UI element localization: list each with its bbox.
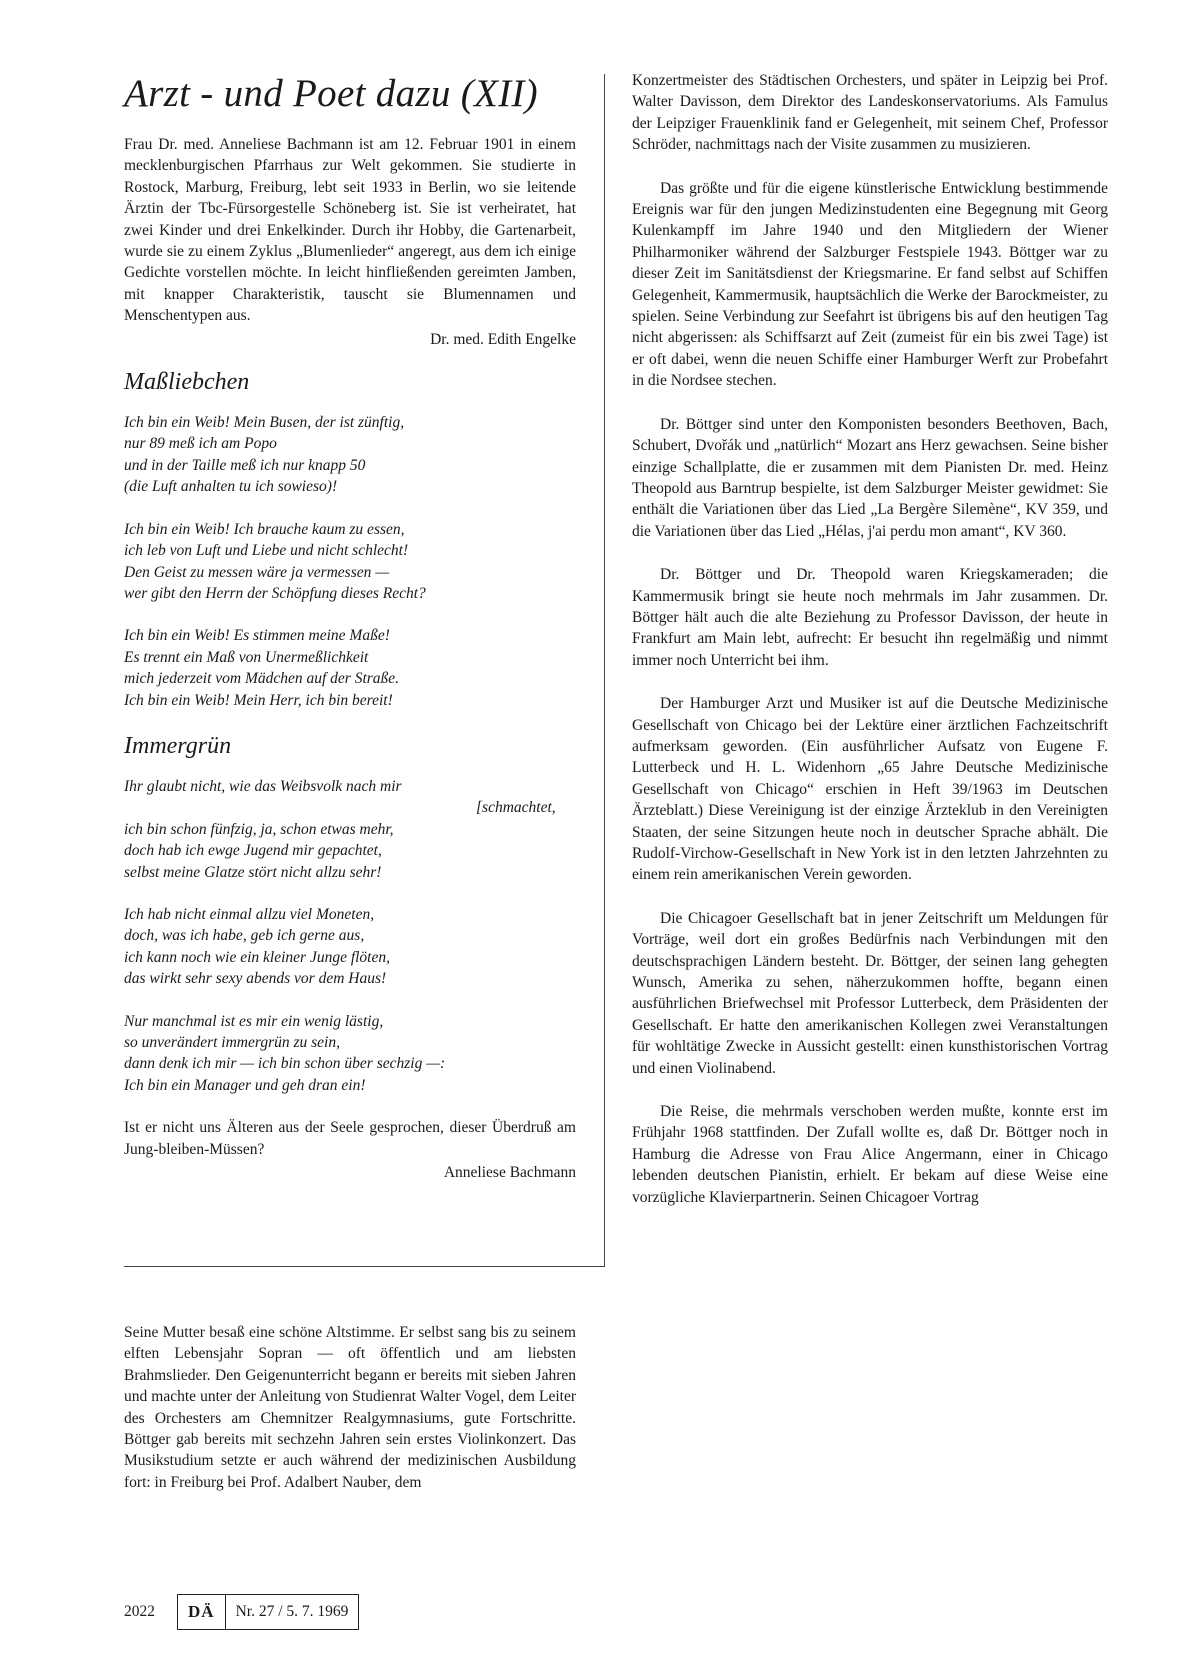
poem-line: Den Geist zu messen wäre ja vermessen — [124,563,390,581]
body-paragraph: Das größte und für die eigene künstlerische Entwicklung bestimmende Ereignis war für den jungen Medizinstudenten eine Begegnung mit Georg Kulenkampff im Jahre 1940 und den Mitgliedern der Wiener Philharmoniker während der Salzburger Festspiele 1943. Böttger war zu dieser Zeit im Sanitätsdienst der Kriegsmarine. Er fand selbst auf Schiffen Gelegenheit, Kammermusik, hauptsächlich die Werke der Barockmeister, zu spielen. Seine Verbindung zur Seefahrt ist übrigens bis auf den heutigen Tag nicht abgerissen: als Schiffsarzt auf Zeit (zumeist für ein bis zwei Tage) ist er oft dabei, wenn die neuen Schiffe einer Hamburger Werft zur Probefahrt in die Nordsee stechen. [632,179,1108,390]
poem-line: selbst meine Glatze stört nicht allzu sehr! [124,863,382,881]
poem-line: Ich hab nicht einmal allzu viel Moneten, [124,905,375,923]
issue-citation: Nr. 27 / 5. 7. 1969 [235,1603,349,1620]
poem-line: Ihr glaubt nicht, wie das Weibsvolk nach mir [124,777,402,795]
poem-line: ich bin schon fünfzig, ja, schon etwas mehr, [124,820,394,838]
section-divider [124,1266,605,1267]
poem-line-continuation: [schmachtet, [476,799,556,817]
poem-line: nur 89 meß ich am Popo [124,435,277,453]
poem-stanza [124,625,576,711]
journal-logo: DÄ [178,1595,226,1629]
body-paragraph: Der Hamburger Arzt und Musiker ist auf die Deutsche Medizinische Gesellschaft von Chicago bei der Lektüre einer ärztlichen Fachzeitschrift aufmerksam geworden. (Ein ausführlicher Aufsatz von Eugene F. Lutterbeck und H. L. Widenhorn „65 Jahre Deutsche Medizinische Gesellschaft von Chicago“ erschien in Heft 39/1963 im Deutschen Ärzteblatt.) Diese Vereinigung ist der einzige Ärzteklub in den Vereinigten Staaten, der seine Sitzungen heute noch in deutscher Sprache abhält. Die Rudolf-Virchow-Gesellschaft in New York ist in den letzten Jahrzehnten zu einem rein amerikanischen Verein geworden. [632,695,1108,884]
column-divider [604,74,605,1266]
page-footer [124,1594,359,1630]
poem-line: so unverändert immergrün zu sein, [124,1034,340,1051]
page-number: 2022 [124,1603,155,1620]
article-intro: Frau Dr. med. Anneliese Bachmann ist am 12. Februar 1901 in einem mecklenburgischen Pfarrhaus zur Welt gekommen. Sie studierte in Rostock, Marburg, Freiburg, lebt seit 1933 in Berlin, wo sie leitende Ärztin der Tbc-Fürsorgestelle Schöneberg ist. Sie ist verheiratet, hat zwei Kinder und drei Enkelkinder. Durch ihr Hobby, die Gartenarbeit, wurde sie zu einem Zyklus „Blumenlieder“ angeregt, aus dem ich einige Gedichte vorstellen möchte. In leicht hinfließenden gereimten Jamben, mit knapper Charakteristik, tauscht sie Blumennamen und Menschentypen aus. [124,136,576,325]
body-paragraph: Die Reise, die mehrmals verschoben werden mußte, konnte erst im Frühjahr 1968 stattfinden. Der Zufall wollte es, daß Dr. Böttger noch in Hamburg die Adresse von Frau Alice Angermann, einer in Chicago lebenden deutschen Pianistin, erhielt. Er bekam auf diese Weise eine vorzügliche Klavierpartnerin. Seinen Chicagoer Vortrag [632,1103,1108,1206]
poem-stanza [124,412,576,498]
poem-line: Ich bin ein Weib! Mein Herr, ich bin bereit! [124,691,393,709]
body-paragraph: Konzertmeister des Städtischen Orchesters, und später in Leipzig bei Prof. Walter Davisson, dem Direktor des Landeskonservatoriums. Als Famulus der Leipziger Frauenklinik fand er Gelegenheit, mit seinem Chef, Professor Schröder, nachmittags nach der Visite zusammen zu musizieren. [632,72,1108,154]
poem-stanza [124,519,576,605]
poem-line: Nur manchmal ist es mir ein wenig lästig, [124,1012,384,1030]
poem-stanza [124,1011,576,1097]
poem-line: (die Luft anhalten tu ich sowieso)! [124,478,338,496]
poem-line: das wirkt sehr sexy abends vor dem Haus! [124,970,387,988]
poem-line: ich leb von Luft und Liebe und nicht schlecht! [124,542,409,560]
poem-line: doch hab ich ewge Jugend mir gepachtet, [124,842,382,860]
body-paragraph: Die Chicagoer Gesellschaft bat in jener Zeitschrift um Meldungen für Vorträge, weil dort ein großes Bedürfnis nach Verbindungen mit den deutschsprachigen Ländern besteht. Dr. Böttger, der seinen lang gehegten Wunsch, Amerika zu sehen, näherzukommen hoffte, begann einen ausführlichen Briefwechsel mit Professor Lutterbeck, dem Präsidenten der Gesellschaft. Er hatte den amerikanischen Kollegen zwei Veranstaltungen für wohltätige Zwecke in Aussicht gestellt: einen kunsthistorischen Vortrag und einen Violinabend. [632,909,1108,1077]
poem-line: wer gibt den Herrn der Schöpfung dieses Recht? [124,584,426,602]
poem-stanza [124,904,576,990]
article-title: Arzt - und Poet dazu (XII) [124,72,538,115]
closing-remark: Ist er nicht uns Älteren aus der Seele gesprochen, dieser Überdruß am Jung-bleiben-Müssen? [124,1119,576,1158]
body-paragraph: Seine Mutter besaß eine schöne Altstimme. Er selbst sang bis zu seinem elften Lebensjahr Sopran — oft öffentlich und am liebsten Brahmslieder. Den Geigenunterricht begann er bereits mit sieben Jahren und machte unter der Anleitung von Studienrat Walter Vogel, dem Leiter des Orchesters am Chemnitzer Realgymnasiums, gute Fortschritte. Böttger gab bereits mit sechzehn Jahren sein erstes Violinkonzert. Das Musikstudium setzte er auch während der medizinischen Ausbildung fort: in Freiburg bei Prof. Adalbert Nauber, dem [124,1324,576,1491]
right-column [632,70,1108,1230]
poem-stanza [124,776,576,883]
poem-line: Es trennt ein Maß von Unermeßlichkeit [124,648,369,666]
poem-line: Ich bin ein Weib! Es stimmen meine Maße! [124,627,390,645]
intro-signature: Dr. med. Edith Engelke [430,330,576,348]
lower-left-column [124,1322,576,1493]
poem-title: Maßliebchen [124,369,250,396]
poem-line: doch, was ich habe, geb ich gerne aus, [124,927,365,945]
poem-line: mich jederzeit vom Mädchen auf der Straße. [124,670,400,688]
poem-line: Ich bin ein Weib! Mein Busen, der ist zünftig, [124,414,405,432]
poem-line: Ich bin ein Weib! Ich brauche kaum zu essen, [124,520,405,538]
poem-title: Immergrün [124,732,232,759]
journal-citation-box [177,1594,359,1630]
poem-author-signature: Anneliese Bachmann [443,1164,576,1182]
poem-line: Ich bin ein Manager und geh dran ein! [124,1076,366,1094]
poem-line: dann denk ich mir — ich bin schon über sechzig —: [124,1055,446,1073]
body-paragraph: Dr. Böttger und Dr. Theopold waren Kriegskameraden; die Kammermusik bringt sie heute noch mehrmals im Jahr zusammen. Dr. Böttger hält auch die alte Beziehung zu Professor Davisson, der heute in Frankfurt am Main lebt, aufrecht: Er besucht ihn regelmäßig und nimmt immer noch Unterricht bei ihm. [632,566,1108,669]
poem-line: ich kann noch wie ein kleiner Junge flöten, [124,948,390,966]
poem-line: und in der Taille meß ich nur knapp 50 [124,456,366,474]
left-column [124,58,576,1183]
body-paragraph: Dr. Böttger sind unter den Komponisten besonders Beethoven, Bach, Schubert, Dvořák und „natürlich“ Mozart ans Herz gewachsen. Seine bisher einzige Schallplatte, die er zusammen mit dem Pianisten Dr. med. Heinz Theopold aus Barntrup bespielte, ist dem Salzburger Meister gewidmet: Sie enthält die Variationen über das Lied „La Bergère Silemène“, KV 359, und die Variationen über das Lied „Hélas, j'ai perdu mon amant“, KV 360. [632,415,1108,540]
